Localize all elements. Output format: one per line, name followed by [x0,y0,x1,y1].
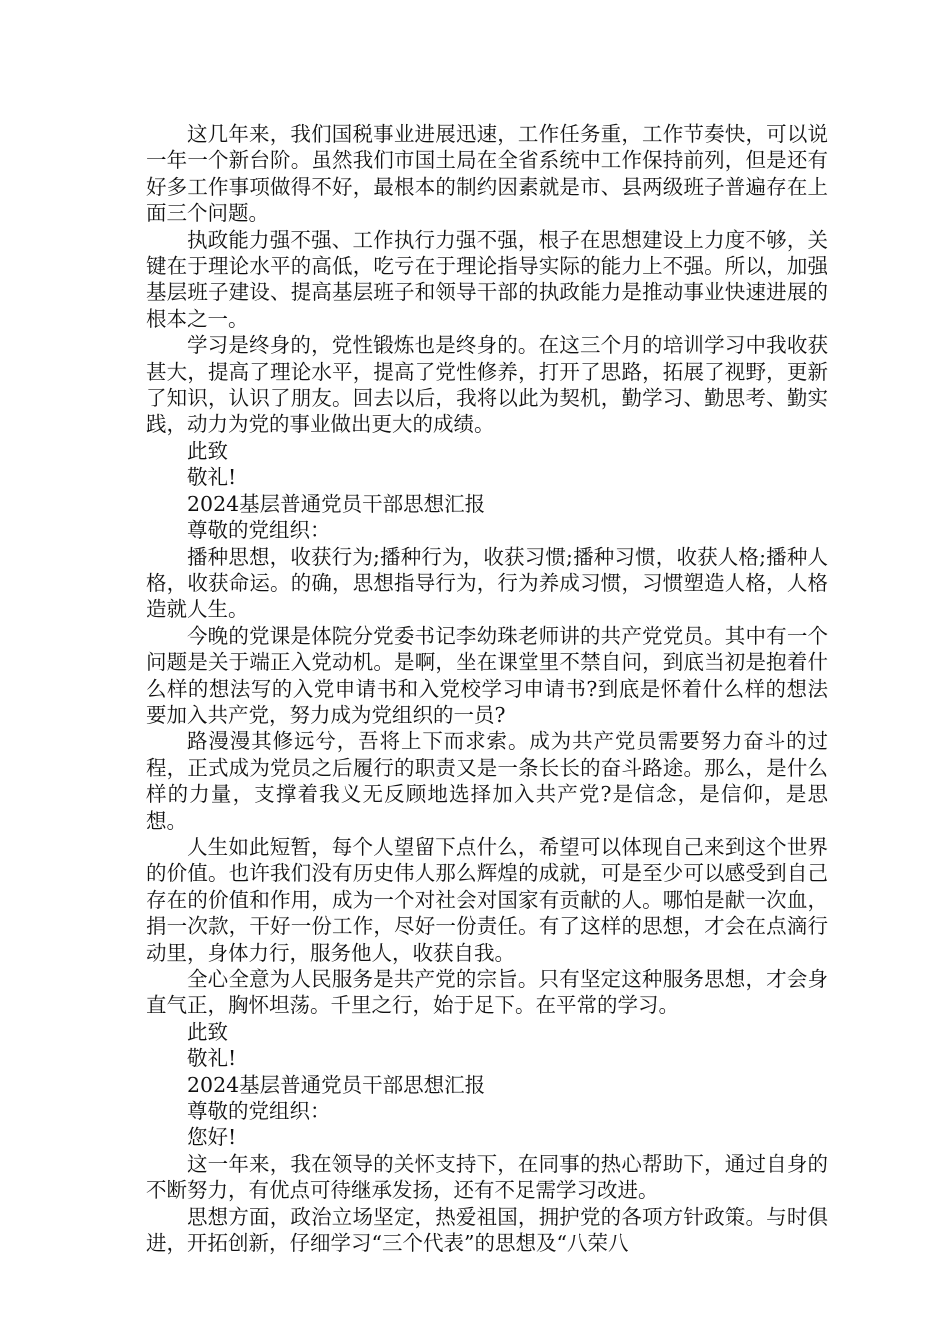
closing-line: 此致 [187,1019,228,1044]
paragraph: 人生如此短暂，每个人望留下点什么，希望可以体现自己来到这个世界的价值。也许我们没有历史伟人那么辉煌的成就，可是至少可以感受到自己存在的价值和作用，成为一个对社会对国家有贡献的人。哪怕是献一次血，捐一次款，干好一份工作，尽好一份责任。有了这样的思想，才会在点滴行动里，身体力行，服务他人，收获自我。 [146,834,828,965]
greeting-line: 您好! [187,1125,237,1150]
paragraph: 今晚的党课是体院分党委书记李幼珠老师讲的共产党党员。其中有一个问题是关于端正入党动机。是啊，坐在课堂里不禁自问，到底当初是抱着什么样的想法写的入党申请书和入党校学习申请书?到底是怀着什么样的想法要加入共产党，努力成为党组织的一员? [146,623,828,727]
paragraph: 这一年来，我在领导的关怀支持下，在同事的热心帮助下，通过自身的不断努力，有优点可待继承发扬，还有不足需学习改进。 [146,1151,828,1203]
paragraph: 全心全意为人民服务是共产党的宗旨。只有坚定这种服务思想，才会身直气正，胸怀坦荡。千里之行，始于足下。在平常的学习。 [146,967,828,1018]
paragraph: 路漫漫其修远兮，吾将上下而求索。成为共产党员需要努力奋斗的过程，正式成为党员之后履行的职责又是一条长长的奋斗路途。那么，是什么样的力量，支撑着我义无反顾地选择加入共产党?是信念，是信仰，是思想。 [146,729,828,833]
paragraph: 这几年来，我们国税事业进展迅速，工作任务重，工作节奏快，可以说一年一个新台阶。虽然我们市国土局在全省系统中工作保持前列，但是还有好多工作事项做得不好，最根本的制约因素就是市、县两级班子普遍存在上面三个问题。 [146,122,828,226]
greeting-line: 尊敬的党组织： [187,1099,331,1124]
salutation-line: 敬礼! [187,465,237,490]
closing-line: 此致 [187,438,228,463]
paragraph: 执政能力强不强、工作执行力强不强，根子在思想建设上力度不够，关键在于理论水平的高低，吃亏在于理论指导实际的能力上不强。所以，加强基层班子建设、提高基层班子和领导干部的执政能力是推动事业快速进展的根本之一。 [146,227,828,331]
salutation-line: 敬礼! [187,1046,237,1071]
section-title: 2024基层普通党员干部思想汇报 [187,491,486,516]
paragraph: 学习是终身的，党性锻炼也是终身的。在这三个月的培训学习中我收获甚大，提高了理论水平，提高了党性修养，打开了思路，拓展了视野，更新了知识，认识了朋友。回去以后，我将以此为契机，勤学习、勤思考、勤实践，动力为党的事业做出更大的成绩。 [146,333,828,437]
paragraph: 播种思想，收获行为;播种行为，收获习惯;播种习惯，收获人格;播种人格，收获命运。的确，思想指导行为，行为养成习惯，习惯塑造人格，人格造就人生。 [146,544,828,622]
paragraph: 思想方面，政治立场坚定，热爱祖国，拥护党的各项方针政策。与时俱进，开拓创新，仔细学习“三个代表”的思想及“八荣八 [146,1204,828,1256]
greeting-line: 尊敬的党组织： [187,518,331,543]
section-title: 2024基层普通党员干部思想汇报 [187,1072,486,1097]
document-body [146,121,828,1256]
